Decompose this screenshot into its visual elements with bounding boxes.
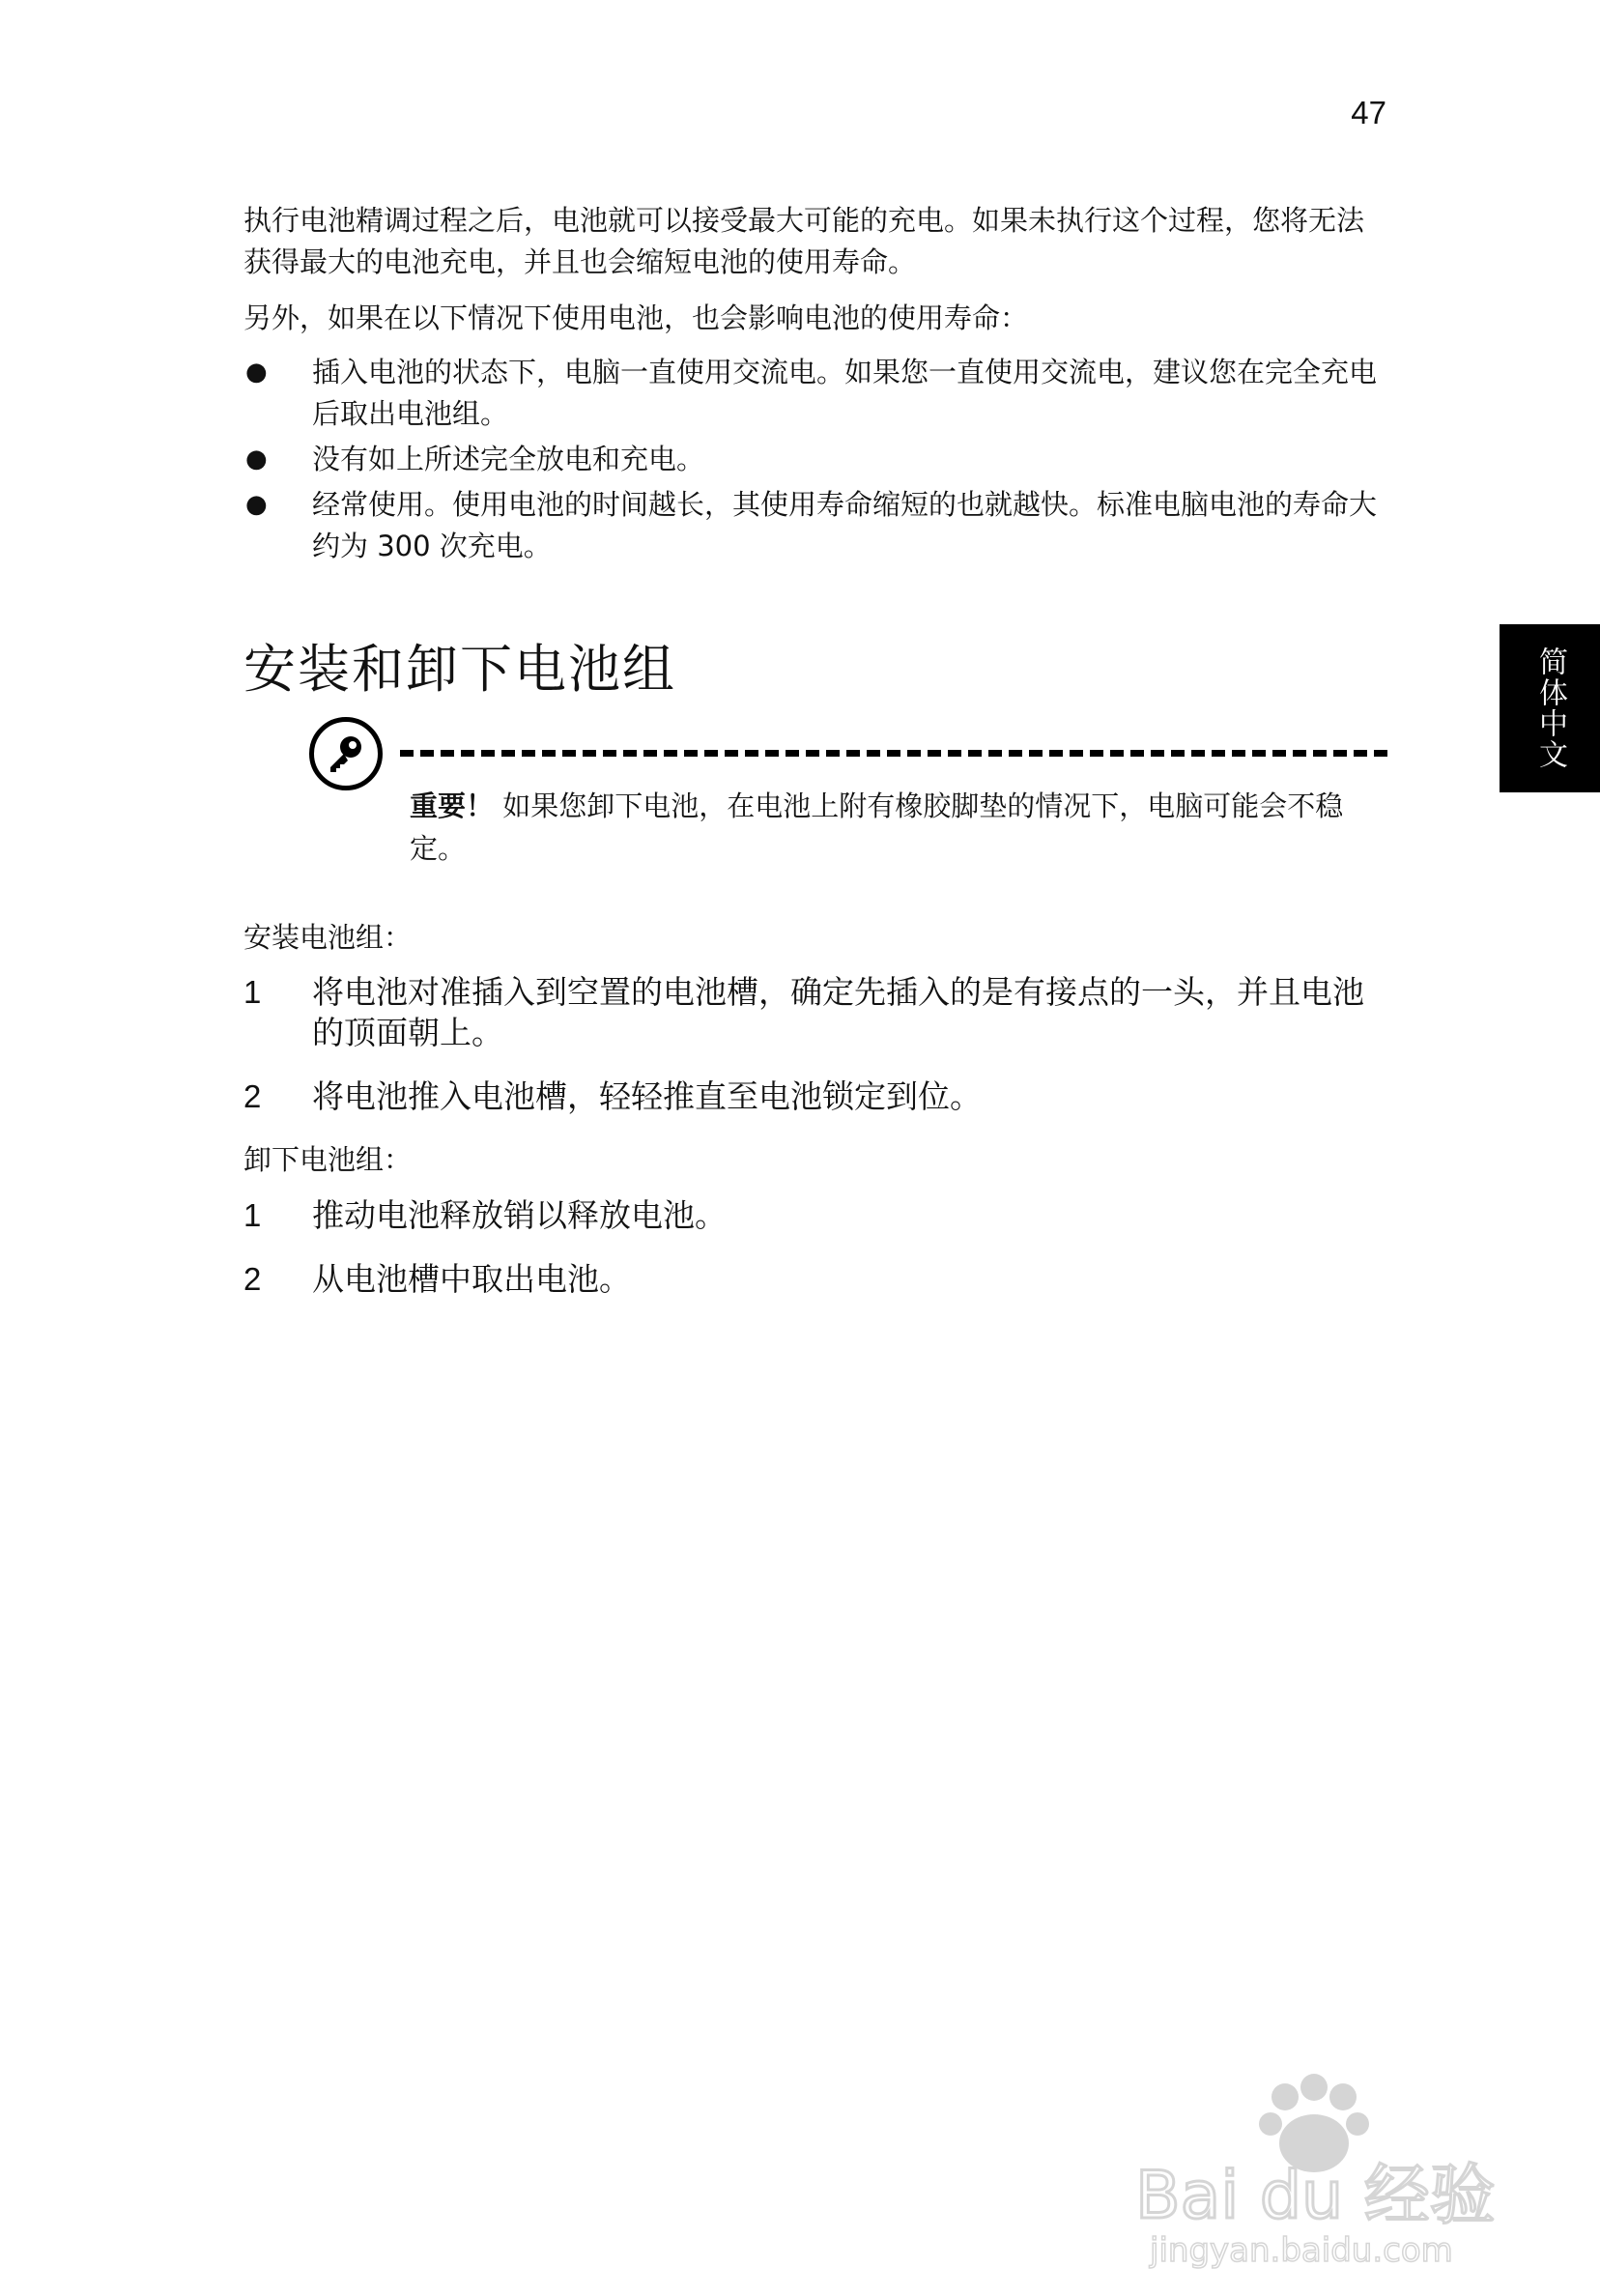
bullet-item [243, 439, 1388, 480]
bullet-text: 经常使用。使用电池的时间越长，其使用寿命缩短的也就越快。标准电脑电池的寿命大约为 300 次充电。 [312, 488, 1378, 562]
step-text: 将电池推入电池槽，轻轻推直至电池锁定到位。 [312, 1077, 982, 1115]
step-item [243, 1076, 1393, 1117]
bullet-item [243, 484, 1388, 567]
intro-paragraph-1: 执行电池精调过程之后，电池就可以接受最大可能的充电。如果未执行这个过程，您将无法获得最大的电池充电，并且也会缩短电池的使用寿命。 [243, 204, 1365, 278]
watermark-brand: Bai du 经验 [1135, 2158, 1496, 2234]
step-text: 将电池对准插入到空置的电池槽，确定先插入的是有接点的一头，并且电池的顶面朝上。 [312, 973, 1364, 1051]
install-steps [243, 972, 1393, 1140]
watermark-url: jingyan.baidu.com [1150, 2231, 1453, 2270]
section-title: 安装和卸下电池组 [243, 639, 676, 700]
note-label: 重要！ [410, 789, 495, 822]
step-text: 从电池槽中取出电池。 [312, 1260, 631, 1298]
install-heading: 安装电池组： [243, 921, 413, 954]
language-side-tab [1500, 624, 1600, 792]
bullet-dot-icon: ● [245, 445, 268, 474]
remove-steps [243, 1195, 1393, 1323]
bullet-text: 没有如上所述完全放电和充电。 [312, 443, 705, 475]
step-number: 2 [243, 1078, 262, 1114]
step-item [243, 1195, 1393, 1236]
intro-paragraph-2: 另外，如果在以下情况下使用电池，也会影响电池的使用寿命： [243, 301, 1029, 334]
step-number: 1 [243, 1197, 262, 1233]
bullet-dot-icon: ● [245, 358, 268, 387]
baidu-jingyan-watermark [1121, 2068, 1507, 2271]
step-text: 推动电池释放销以释放电池。 [312, 1196, 727, 1234]
battery-life-bullet-list [243, 352, 1388, 571]
bullet-dot-icon: ● [245, 490, 268, 519]
step-number: 2 [243, 1261, 262, 1297]
important-note [410, 785, 1376, 870]
remove-heading: 卸下电池组： [243, 1143, 413, 1176]
step-number: 1 [243, 974, 262, 1010]
side-tab-label: 简体中文 [1533, 646, 1567, 770]
note-divider [400, 750, 1387, 757]
step-item [243, 1259, 1393, 1300]
bullet-item [243, 352, 1388, 435]
note-body: 如果您卸下电池，在电池上附有橡胶脚垫的情况下，电脑可能会不稳定。 [410, 789, 1344, 865]
step-item [243, 972, 1393, 1053]
page-number: 47 [1351, 95, 1386, 130]
bullet-text: 插入电池的状态下，电脑一直使用交流电。如果您一直使用交流电，建议您在完全充电后取出电池组。 [312, 356, 1378, 430]
key-icon [309, 717, 383, 790]
